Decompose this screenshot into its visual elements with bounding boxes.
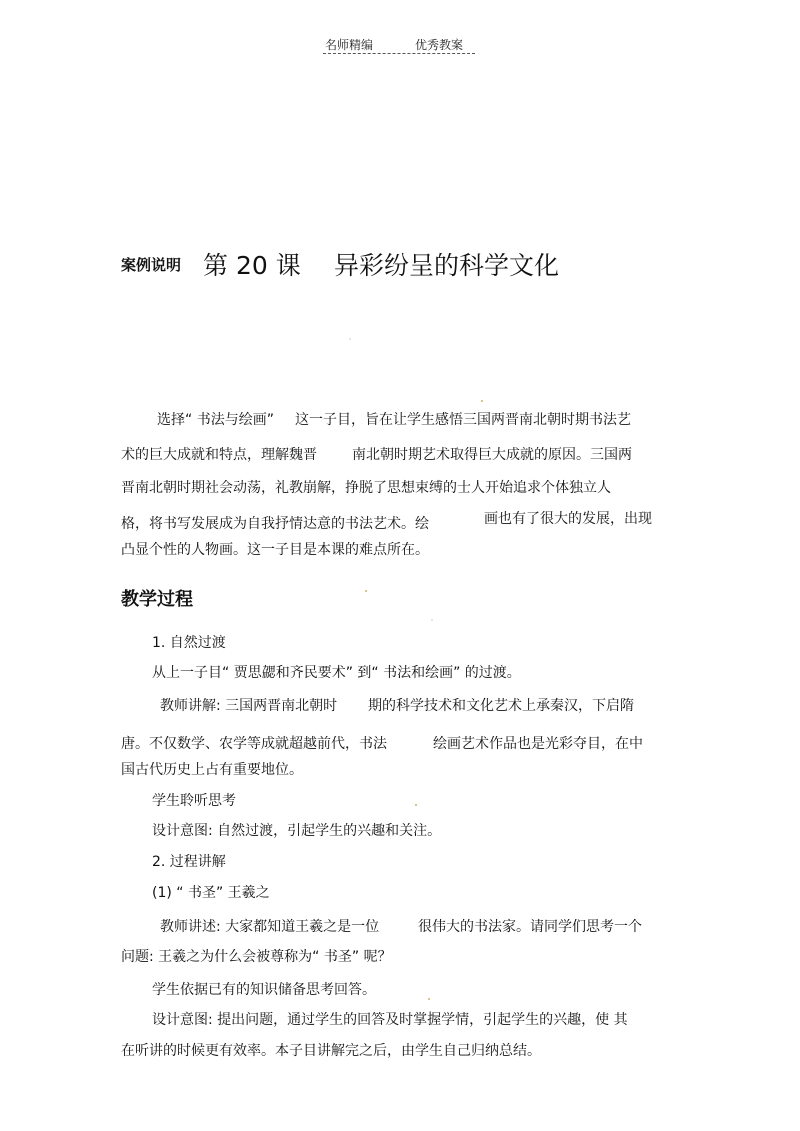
scan-speck: [428, 998, 430, 1000]
header-right-text: 优秀教案: [415, 38, 464, 52]
page-header: [323, 36, 473, 52]
intro-line-2a: 术的巨大成就和特点，理解魏晋: [121, 447, 317, 463]
transition-text: 从上一子目“ 贾思勰和齐民要术” 到“ 书法和绘画” 的过渡。: [152, 665, 521, 681]
scan-speck: [415, 804, 417, 806]
student-answer: 学生依据已有的知识储备思考回答。: [152, 982, 376, 998]
teacher-explain-b: 期的科学技术和文化艺术上承秦汉，下启隋: [368, 698, 634, 714]
teacher-explain-e: 国古代历史上占有重要地位。: [121, 762, 303, 778]
teacher-explain-a: 教师讲解: 三国两晋南北朝时: [160, 698, 338, 714]
student-listen: 学生聆听思考: [152, 793, 236, 809]
scan-speck: [365, 590, 367, 592]
design-intent-2b: 在听讲的时候更有效率。本子目讲解完之后，由学生自己归纳总结。: [121, 1043, 541, 1059]
scan-speck: [349, 338, 351, 340]
scan-speck: [481, 400, 483, 402]
title-prefix: 案例说明: [121, 256, 182, 274]
intro-line-1b: 这一子目，旨在让学生感悟三国两晋南北朝时期书法艺: [295, 412, 631, 428]
design-intent-2a: 设计意图: 提出问题，通过学生的回答及时掌握学情，引起学生的兴趣，使 其: [152, 1012, 628, 1028]
header-left-text: 名师精编: [325, 38, 374, 52]
intro-line-4a: 格，将书写发展成为自我抒情达意的书法艺术。绘: [121, 516, 429, 532]
intro-line-1a: 选择“ 书法与绘画”: [157, 412, 274, 428]
scan-speck: [431, 619, 433, 621]
teacher-narrate-a: 教师讲述: 大家都知道王羲之是一位: [160, 919, 380, 935]
teacher-explain-d: 绘画艺术作品也是光彩夺目，在中: [433, 736, 643, 752]
teacher-narrate-b: 很伟大的书法家。请同学们思考一个: [418, 919, 642, 935]
question-text: 问题: 王羲之为什么会被尊称为“ 书圣” 呢？: [121, 949, 392, 965]
title-main: 异彩纷呈的科学文化: [334, 251, 560, 280]
design-intent-1: 设计意图: 自然过渡，引起学生的兴趣和关注。: [152, 823, 442, 839]
intro-line-2b: 南北朝时期艺术取得巨大成就的原因。三国两: [352, 447, 632, 463]
section-heading-teaching-process: 教学过程: [121, 589, 193, 610]
subsection-title-2: 2. 过程讲解: [152, 854, 226, 870]
title-lesson-number: 第 20 课: [203, 251, 301, 280]
header-dashed-rule: [323, 53, 475, 54]
intro-line-4b: 画也有了很大的发展，出现: [484, 511, 652, 527]
topic-wangxizhi: (1) “ 书圣” 王羲之: [152, 885, 270, 901]
teacher-explain-c: 唐。不仅数学、农学等成就超越前代，书法: [121, 736, 387, 752]
intro-line-3: 晋南北朝时期社会动荡，礼教崩解，挣脱了思想束缚的士人开始追求个体独立人: [121, 480, 611, 496]
intro-line-5: 凸显个性的人物画。这一子目是本课的难点所在。: [121, 542, 429, 558]
subsection-title-1: 1. 自然过渡: [152, 635, 226, 651]
